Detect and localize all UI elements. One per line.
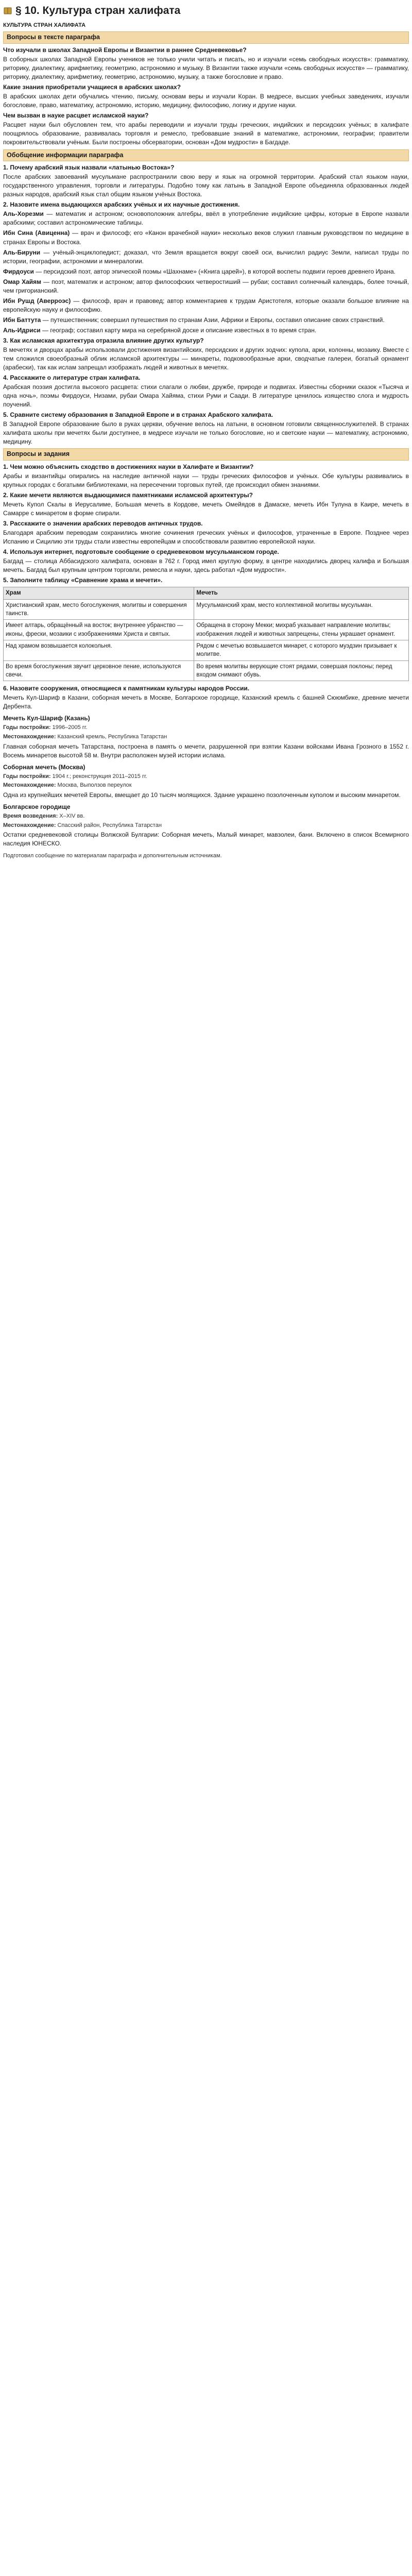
scholar-name: Омар Хайям	[3, 278, 42, 285]
table-row	[4, 599, 409, 620]
table-cell: Рядом с мечетью возвышается минарет, с которого муэдзин призывает к молитве.	[194, 640, 409, 661]
question: Какие знания приобретали учащиеся в арабских школах?	[3, 83, 181, 91]
meta-label: Время возведения:	[3, 813, 58, 820]
meta-label: Местонахождение:	[3, 782, 56, 789]
meta-label: Местонахождение:	[3, 734, 56, 740]
meta-value: 1996–2005 гг.	[52, 724, 88, 731]
list-item	[3, 267, 409, 276]
scholar-text: — учёный-энциклопедист; доказал, что Земля вращается вокруг своей оси, вычислил радиус Земли, написал труды по истории, географии, астрономии и минералогии.	[3, 248, 409, 265]
meta-value: 1904 г.; реконструкция 2011–2015 гг.	[52, 773, 147, 779]
title-bar	[3, 0, 409, 20]
column-header: Храм	[4, 587, 194, 599]
section-header-text-questions: Вопросы в тексте параграфа	[3, 31, 409, 44]
list-item	[3, 229, 409, 246]
meta-label: Годы постройки:	[3, 724, 51, 731]
scholar-text: — математик и астроном; основоположник алгебры, ввёл в употребление индийские цифры, которые в Европе назвали арабскими; составил астрономические таблицы.	[3, 210, 409, 227]
question: 1. Почему арабский язык назвали «латынью Востока»?	[3, 164, 175, 172]
question: 5. Сравните систему образования в Западной Европе и в странах Арабского халифата.	[3, 411, 273, 419]
table-cell: Имеет алтарь, обращённый на восток; внутреннее убранство — иконы, фрески, мозаики с изображениями Христа и святых.	[4, 620, 194, 640]
question: Чем вызван в науке расцвет исламской науки?	[3, 112, 149, 120]
monument-years	[3, 812, 409, 821]
meta-label: Годы постройки:	[3, 773, 51, 779]
monument-name: Мечеть Кул-Шариф (Казань)	[3, 715, 90, 722]
meta-label: Местонахождение:	[3, 822, 56, 828]
scholar-text: — философ, врач и правовед; автор комментариев к трудам Аристотеля, которые оказали большое влияние на европейскую науку и философию.	[3, 297, 409, 313]
table-row	[4, 620, 409, 640]
section-header-summary: Обобщение информации параграфа	[3, 149, 409, 162]
table-row	[4, 660, 409, 681]
meta-value: X–XIV вв.	[59, 813, 85, 820]
scholar-name: Аль-Идриси	[3, 326, 41, 334]
scholar-name: Фирдоуси	[3, 267, 34, 275]
question: 1. Чем можно объяснить сходство в достижениях науки в Халифате и Византии?	[3, 463, 254, 470]
list-item	[3, 316, 409, 325]
table-cell: Обращена в сторону Мекки; михраб указывает направление молитвы; изображения людей и животных запрещены, стены украшает орнамент.	[194, 620, 409, 640]
meta-value: Спасский район, Республика Татарстан	[57, 822, 162, 828]
question: 4. Расскажите о литературе стран халифата.	[3, 374, 141, 381]
answer: Багдад — столица Аббасидского халифата, основан в 762 г. Город имел круглую форму, в центре находились дворец халифа и Большая мечеть. Багдад был крупным центром торговли, ремесла и науки, здесь работал «Дом мудрости».	[3, 557, 409, 574]
question: 6. Назовите сооружения, относящиеся к памятникам культуры народов России.	[3, 685, 250, 692]
scholar-text: — путешественник; совершил путешествия по странам Азии, Африки и Европы, составил описание своих странствий.	[42, 316, 385, 324]
answer: Арабы и византийцы опирались на наследие античной науки — труды греческих философов и учёных. Обе культуры развивались в крупных городах с богатыми библиотеками, на пересечении торговых путей, где происходил обмен знаниями.	[3, 472, 409, 489]
meta-value: Москва, Выползов переулок	[57, 782, 132, 789]
table-cell: Во время молитвы верующие стоят рядами, совершая поклоны; перед входом снимают обувь.	[194, 660, 409, 681]
monument-block	[3, 763, 409, 800]
table-cell: Христианский храм, место богослужения, молитвы и совершения таинств.	[4, 599, 194, 620]
question: 4. Используя интернет, подготовьте сообщение о средневековом мусульманском городе.	[3, 548, 279, 556]
answer: Арабская поэзия достигла высокого расцвета: стихи слагали о любви, дружбе, природе и подвигах. Известны сборники сказок «Тысяча и одна ночь», поэмы Фирдоуси, Низами, рубаи Омара Хайяма, стихи Руми и Саади. В литературе ценилось изящество слога и мудрость поучений.	[3, 383, 409, 409]
monument-years	[3, 773, 409, 781]
scholar-list	[3, 210, 409, 334]
answer: Мечеть Кул-Шариф в Казани, соборная мечеть в Москве, Болгарское городище, Казанский кремль с башней Сююмбике, древние мечети Дербента.	[3, 694, 409, 710]
scholar-name: Аль-Хорезми	[3, 210, 44, 218]
table-cell: Во время богослужения звучит церковное пение, используются свечи.	[4, 660, 194, 681]
scholar-text: — географ; составил карту мира на серебряной доске и описание известных в то время стран.	[42, 326, 317, 334]
page-subtitle: КУЛЬТУРА СТРАН ХАЛИФАТА	[3, 22, 86, 28]
list-item	[3, 210, 409, 227]
answer: После арабских завоеваний мусульмане распространили свою веру и язык на огромной территории. Арабский стал языком науки, государственного управления, торговли и литературы. Подобно тому как латынь в Западной Европе объединяла образованных людей разных народов, арабский язык стал общим языком учёных Востока.	[3, 173, 409, 198]
question: 5. Заполните таблицу «Сравнение храма и мечети».	[3, 577, 163, 584]
monument-desc: Одна из крупнейших мечетей Европы, вмещает до 10 тысяч молящихся. Здание украшено позолоченным куполом и высоким минаретом.	[3, 791, 401, 799]
question: 3. Как исламская архитектура отразила влияние других культур?	[3, 336, 204, 344]
monument-years	[3, 724, 409, 732]
book-icon	[3, 6, 12, 15]
monument-block	[3, 803, 409, 848]
list-item	[3, 248, 409, 266]
table-header-row	[4, 587, 409, 599]
comparison-table	[3, 587, 409, 681]
table-row	[4, 640, 409, 661]
list-item	[3, 297, 409, 314]
monument-name: Соборная мечеть (Москва)	[3, 763, 85, 771]
column-header: Мечеть	[194, 587, 409, 599]
scholar-text: — поэт, математик и астроном; автор философских четверостиший — рубаи; составил солнечный календарь, более точный, чем григорианский.	[3, 278, 409, 294]
table-cell: Мусульманский храм, место коллективной молитвы мусульман.	[194, 599, 409, 620]
scholar-text: — персидский поэт, автор эпической поэмы «Шахнаме» («Книга царей»), в которой воспеты подвиги героев древнего Ирана.	[36, 267, 396, 275]
answer: В мечетях и дворцах арабы использовали достижения византийских, персидских и других зодчих: купола, арки, колонны, мозаику. Вместе с тем сложился своеобразный облик исламской архитектуры — минареты, подковообразные арки, сводчатые галереи, богатый орнамент (арабески), так как ислам запрещал изображать людей и животных в мечетях.	[3, 346, 409, 371]
monument-place	[3, 782, 409, 790]
monument-name: Болгарское городище	[3, 803, 71, 810]
meta-value: Казанский кремль, Республика Татарстан	[57, 734, 167, 740]
monument-desc: Главная соборная мечеть Татарстана, построена в память о мечети, разрушенной при взятии Казани войсками Ивана Грозного в 1552 г. Восемь минаретов высотой 58 м. Внутри расположен музей истории ислама.	[3, 742, 409, 759]
monument-desc: Остатки средневековой столицы Волжской Булгарии: Соборная мечеть, Малый минарет, мавзолеи, бани. Включено в список Всемирного наследия ЮНЕСКО.	[3, 831, 409, 848]
question: 2. Какие мечети являются выдающимися памятниками исламской архитектуры?	[3, 492, 253, 499]
question: 2. Назовите имена выдающихся арабских учёных и их научные достижения.	[3, 201, 240, 209]
monument-block	[3, 714, 409, 759]
scholar-text: — врач и философ; его «Канон врачебной науки» несколько веков служил главным руководством по медицине в странах Европы и Востока.	[3, 229, 409, 246]
scholar-name: Ибн Баттута	[3, 316, 41, 324]
question: Что изучали в школах Западной Европы и Византии в раннее Средневековье?	[3, 46, 247, 54]
answer: Расцвет науки был обусловлен тем, что арабы переводили и изучали труды греческих, индийских и персидских учёных; в халифате поощрялось образование, развивалась торговля и ремесло, требовавшие знаний в математике, астрономии, географии; правители покровительствовали учёным. Были построены обсерватории, основан «Дом мудрости» в Багдаде.	[3, 121, 409, 146]
list-item	[3, 326, 409, 335]
page-root	[0, 0, 412, 867]
monument-place	[3, 822, 409, 830]
table-cell: Над храмом возвышается колокольня.	[4, 640, 194, 661]
question: 3. Расскажите о значении арабских переводов античных трудов.	[3, 520, 203, 528]
page-title: § 10. Культура стран халифата	[15, 5, 181, 16]
scholar-name: Ибн Рушд (Аверроэс)	[3, 297, 71, 304]
answer: Благодаря арабским переводам сохранились многие сочинения греческих учёных и философов, утраченные в Европе. Позднее через Испанию и Сицилию эти труды стали известны европейцам и способствовали развитию европейской науки.	[3, 529, 409, 546]
answer: Мечеть Купол Скалы в Иерусалиме, Большая мечеть в Кордове, мечеть Омейядов в Дамаске, мечеть Ибн Тулуна в Каире, мечеть в Самарре с минаретом в форме спирали.	[3, 501, 409, 517]
answer: В Западной Европе образование было в руках церкви, обучение велось на латыни, в основном готовили священнослужителей. В странах халифата школы при мечетях были доступнее, в медресе изучали не только богословие, но и светские науки — математику, астрономию, медицину.	[3, 420, 409, 446]
section-header-tasks: Вопросы и задания	[3, 448, 409, 461]
footer-note: Подготовил сообщение по материалам параграфа и дополнительным источникам.	[3, 853, 222, 859]
answer: В соборных школах Западной Европы учеников не только учили читать и писать, но и изучали «семь свободных искусств»: грамматику, риторику, диалектику, арифметику, геометрию, астрономию и музыку. В Византии также изучали «семь свободных искусств» — грамматику, риторику, диалектику, арифметику, геометрию, астрономию, музыку, а также богословие и право.	[3, 56, 409, 81]
monument-place	[3, 733, 409, 741]
scholar-name: Ибн Сина (Авиценна)	[3, 229, 70, 237]
answer: В арабских школах дети обучались чтению, письму, основам веры и изучали Коран. В медресе, высших учебных заведениях, изучали богословие, право, математику, астрономию, историю, медицину, философию, логику и другие науки.	[3, 93, 409, 109]
list-item	[3, 278, 409, 295]
scholar-name: Аль-Бируни	[3, 248, 41, 256]
